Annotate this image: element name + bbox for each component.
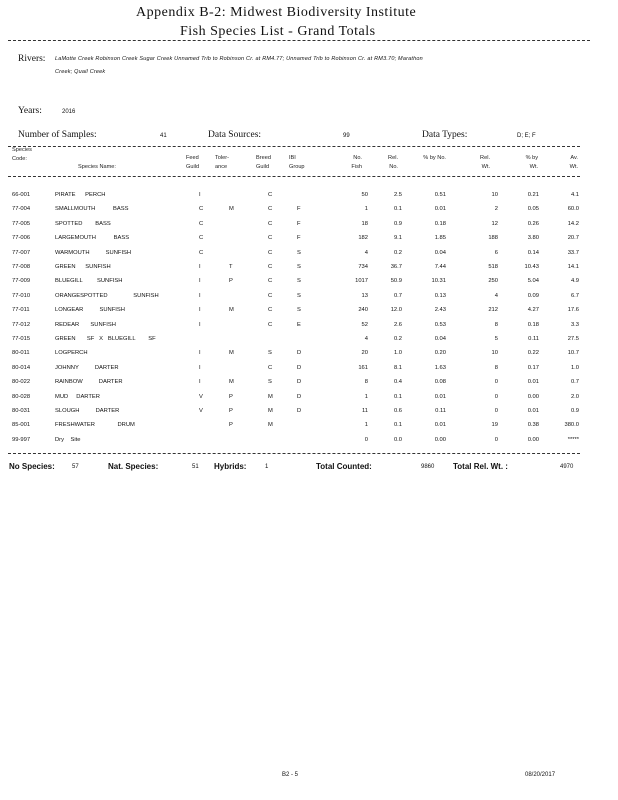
years-label: Years:	[18, 106, 42, 116]
species-name: ORANGESPOTTED SUNFISH	[55, 292, 159, 299]
pct-wt: 0.01	[527, 379, 539, 386]
av-wt: 4.1	[570, 192, 579, 198]
breed-guild: C	[268, 321, 273, 328]
feed-guild: I	[199, 379, 201, 386]
rel-wt: 6	[494, 249, 498, 256]
feed-guild: I	[199, 292, 201, 299]
table-row	[0, 405, 618, 419]
col-no-fish: No. Fish	[351, 155, 362, 170]
no-fish: 240	[358, 307, 368, 314]
species-code: 77-012	[12, 321, 31, 328]
av-wt: *****	[567, 436, 579, 443]
breed-guild: C	[268, 249, 273, 256]
species-name: BLUEGILL SUNFISH	[55, 278, 123, 285]
hybrids-label: Hybrids:	[214, 462, 247, 471]
rel-wt: 5	[494, 336, 498, 342]
col-breed-guild: Breed Guild	[256, 155, 271, 170]
species-code: 80-022	[12, 379, 31, 386]
species-code: 80-028	[12, 393, 31, 400]
breed-guild: S	[268, 350, 272, 357]
av-wt: 4.9	[570, 278, 579, 285]
av-wt: 6.7	[570, 292, 579, 299]
nat-species-value: 51	[192, 464, 199, 470]
av-wt: 33.7	[567, 249, 579, 256]
rel-wt: 2	[494, 206, 498, 213]
rel-no: 0.9	[393, 220, 402, 227]
no-fish: 1017	[355, 278, 368, 285]
feed-guild: I	[199, 307, 201, 314]
col-species-name: Species Name:	[78, 164, 116, 170]
hybrids-value: 1	[265, 464, 269, 470]
pct-wt: 0.18	[527, 321, 539, 328]
table-row	[0, 347, 618, 361]
rel-wt: 12	[491, 220, 498, 227]
rel-no: 9.1	[393, 235, 402, 242]
pct-wt: 0.05	[527, 206, 539, 213]
table-row	[0, 218, 618, 232]
species-code: 77-009	[12, 278, 31, 285]
pct-wt: 0.00	[527, 436, 539, 443]
rel-wt: 10	[491, 350, 498, 357]
pct-no: 0.04	[434, 336, 446, 342]
av-wt: 60.0	[567, 206, 579, 213]
species-code: 77-010	[12, 292, 31, 299]
pct-no: 0.08	[434, 379, 446, 386]
no-fish: 182	[358, 235, 368, 242]
ibi-group: D	[297, 393, 302, 400]
pct-wt: 3.80	[527, 235, 539, 242]
pct-wt: 0.00	[527, 393, 539, 400]
ibi-group: F	[297, 220, 301, 227]
rel-no: 36.7	[390, 264, 402, 270]
pct-no: 0.51	[434, 192, 446, 198]
rel-wt: 0	[494, 408, 498, 414]
rel-wt: 19	[491, 422, 498, 429]
species-code: 77-011	[12, 307, 30, 314]
tolerance: M	[229, 379, 234, 386]
species-name: WARMOUTH SUNFISH	[55, 249, 132, 256]
av-wt: 14.2	[567, 220, 579, 227]
table-row	[0, 232, 618, 246]
col-ibi-group: IBI Group	[289, 155, 305, 170]
no-fish: 50	[361, 192, 368, 198]
species-code: 85-001	[12, 422, 31, 429]
table-row	[0, 419, 618, 433]
pct-wt: 0.01	[527, 408, 539, 414]
species-code: 99-997	[12, 436, 31, 443]
rel-no: 0.1	[393, 393, 402, 400]
rel-wt: 0	[494, 393, 498, 400]
feed-guild: C	[199, 220, 204, 227]
rel-wt: 188	[488, 235, 498, 242]
rivers-label: Rivers:	[18, 54, 46, 64]
feed-guild: C	[199, 235, 204, 242]
av-wt: 380.0	[564, 422, 579, 429]
species-name: GREEN SF X BLUEGILL SF	[55, 336, 156, 342]
table-row	[0, 261, 618, 275]
ibi-group: D	[297, 350, 302, 357]
species-code: 77-007	[12, 249, 31, 256]
years-value: 2016	[62, 109, 76, 115]
breed-guild: C	[268, 364, 273, 371]
pct-wt: 0.38	[527, 422, 539, 429]
page-number: B2 - 5	[282, 772, 299, 778]
table-row	[0, 203, 618, 217]
breed-guild: C	[268, 220, 273, 227]
pct-no: 0.20	[434, 350, 446, 357]
av-wt: 20.7	[567, 235, 579, 242]
species-code: 80-011	[12, 350, 30, 357]
total-counted-label: Total Counted:	[316, 462, 372, 471]
rel-wt: 4	[494, 292, 498, 299]
pct-no: 1.63	[434, 364, 446, 371]
feed-guild: C	[199, 249, 204, 256]
species-code: 80-014	[12, 364, 31, 371]
no-fish: 0	[364, 436, 368, 443]
rel-no: 0.2	[393, 249, 402, 256]
pct-wt: 0.09	[527, 292, 539, 299]
col-av-wt: Av. Wt.	[569, 155, 578, 170]
pct-wt: 10.43	[524, 264, 539, 270]
pct-no: 0.11	[435, 408, 446, 414]
col-feed-guild: Feed Guild	[186, 155, 200, 170]
feed-guild: C	[199, 206, 204, 213]
no-fish: 13	[361, 292, 368, 299]
pct-no: 0.01	[434, 206, 446, 213]
av-wt: 17.6	[567, 307, 579, 314]
av-wt: 14.1	[567, 264, 579, 270]
ibi-group: S	[297, 278, 301, 285]
pct-no: 0.18	[434, 220, 446, 227]
tolerance: P	[229, 278, 233, 285]
ibi-group: S	[297, 264, 301, 270]
rel-wt: 518	[488, 264, 498, 270]
rel-wt: 212	[488, 307, 498, 314]
ibi-group: S	[297, 307, 301, 314]
rel-no: 0.0	[393, 436, 402, 443]
species-name: SLOUGH DARTER	[55, 408, 120, 414]
table-row	[0, 333, 618, 347]
species-code: 77-005	[12, 220, 31, 227]
rel-no: 0.7	[393, 292, 402, 299]
rel-no: 2.5	[393, 192, 402, 198]
ibi-group: D	[297, 408, 302, 414]
av-wt: 3.3	[570, 321, 579, 328]
rel-wt: 8	[494, 364, 498, 371]
species-name: RAINBOW DARTER	[55, 379, 123, 386]
pct-no: 0.13	[434, 292, 446, 299]
pct-no: 7.44	[434, 264, 446, 270]
col-rel-no: Rel. No.	[388, 155, 398, 170]
pct-wt: 0.22	[527, 350, 539, 357]
table-row	[0, 391, 618, 405]
ibi-group: F	[297, 206, 301, 213]
breed-guild: S	[268, 379, 272, 386]
col-rel-wt: Rel. Wt.	[480, 155, 490, 170]
species-name: Dry Site	[55, 436, 81, 443]
pct-wt: 0.17	[527, 364, 539, 371]
breed-guild: C	[268, 235, 273, 242]
ibi-group: F	[297, 235, 301, 242]
breed-guild: M	[268, 393, 273, 400]
no-fish: 734	[358, 264, 368, 270]
report-date: 08/20/2017	[525, 772, 556, 778]
breed-guild: M	[268, 408, 273, 414]
av-wt: 27.5	[567, 336, 579, 342]
species-name: PIRATE PERCH	[55, 192, 106, 198]
ibi-group: D	[297, 379, 302, 386]
no-fish: 1	[364, 422, 368, 429]
rel-no: 2.6	[393, 321, 402, 328]
total-rel-wt-value: 4970	[560, 464, 574, 470]
table-row	[0, 362, 618, 376]
rel-no: 50.9	[390, 278, 402, 285]
tolerance: M	[229, 307, 234, 314]
types-label: Data Types:	[422, 130, 468, 140]
breed-guild: C	[268, 278, 273, 285]
no-fish: 20	[361, 350, 368, 357]
samples-value: 41	[160, 133, 167, 139]
no-fish: 161	[358, 364, 368, 371]
rivers-line-1: LaMotte Creek Robinson Creek Sugar Creek Unnamed Trib to Robinson Cr. at RM4.77; Unnamed Trib to Robinson Cr. at RM3.70; Marathon	[55, 56, 423, 62]
rel-no: 8.1	[393, 364, 402, 371]
species-code: 77-015	[12, 336, 31, 342]
no-species-value: 57	[72, 464, 79, 470]
pct-no: 10.31	[431, 278, 446, 285]
pct-no: 2.43	[434, 307, 446, 314]
species-name: LARGEMOUTH BASS	[55, 235, 130, 242]
no-fish: 1	[364, 206, 368, 213]
pct-no: 0.53	[434, 321, 446, 328]
table-row	[0, 290, 618, 304]
tolerance: M	[229, 350, 234, 357]
title-rule	[8, 40, 590, 41]
av-wt: 0.7	[570, 379, 579, 386]
table-row	[0, 275, 618, 289]
pct-no: 1.85	[434, 235, 446, 242]
ibi-group: D	[297, 364, 302, 371]
ibi-group: E	[297, 321, 301, 328]
species-code: 80-031	[12, 408, 31, 414]
breed-guild: M	[268, 422, 273, 429]
nat-species-label: Nat. Species:	[108, 462, 159, 471]
totals-rule	[8, 453, 580, 454]
sources-label: Data Sources:	[208, 130, 262, 140]
breed-guild: C	[268, 192, 273, 198]
table-row	[0, 376, 618, 390]
rel-wt: 10	[491, 192, 498, 198]
header-rule-bottom	[8, 176, 580, 177]
table-row	[0, 319, 618, 333]
species-name: FRESHWATER DRUM	[55, 422, 135, 429]
av-wt: 1.0	[570, 364, 579, 371]
no-fish: 18	[361, 220, 368, 227]
species-name: LOGPERCH	[55, 350, 88, 357]
samples-label: Number of Samples:	[18, 130, 97, 140]
pct-wt: 0.11	[528, 336, 539, 342]
rel-no: 0.1	[393, 206, 402, 213]
table-row	[0, 189, 618, 203]
no-fish: 52	[361, 321, 368, 328]
tolerance: P	[229, 408, 233, 414]
no-fish: 11	[361, 408, 368, 414]
col-species-code: Species Code:	[12, 147, 32, 162]
rel-no: 0.4	[393, 379, 402, 386]
no-fish: 8	[364, 379, 368, 386]
species-name: SPOTTED BASS	[55, 220, 111, 227]
breed-guild: C	[268, 307, 273, 314]
breed-guild: C	[268, 292, 273, 299]
pct-no: 0.01	[434, 422, 446, 429]
pct-no: 0.01	[434, 393, 446, 400]
pct-no: 0.00	[434, 436, 446, 443]
breed-guild: C	[268, 264, 273, 270]
pct-wt: 0.21	[527, 192, 539, 198]
table-row	[0, 247, 618, 261]
feed-guild: I	[199, 192, 201, 198]
feed-guild: V	[199, 393, 203, 400]
rel-wt: 8	[494, 321, 498, 328]
rel-wt: 0	[494, 379, 498, 386]
no-fish: 1	[364, 393, 368, 400]
pct-wt: 0.26	[527, 220, 539, 227]
species-code: 66-001	[12, 192, 31, 198]
no-species-label: No Species:	[9, 462, 55, 471]
breed-guild: C	[268, 206, 273, 213]
rel-no: 1.0	[393, 350, 402, 357]
rel-wt: 250	[488, 278, 498, 285]
tolerance: P	[229, 422, 233, 429]
rivers-line-2: Creek; Quail Creek	[55, 69, 106, 75]
header-rule-top	[8, 146, 580, 147]
feed-guild: I	[199, 278, 201, 285]
species-name: LONGEAR SUNFISH	[55, 307, 125, 314]
species-name: MUD DARTER	[55, 393, 100, 400]
tolerance: T	[229, 264, 233, 270]
tolerance: P	[229, 393, 233, 400]
species-name: JOHNNY DARTER	[55, 364, 119, 371]
total-counted-value: 9860	[421, 464, 435, 470]
col-pct-wt: % by Wt.	[525, 155, 538, 170]
feed-guild: V	[199, 408, 203, 414]
table-row	[0, 434, 618, 448]
rel-no: 0.2	[393, 336, 402, 342]
col-tolerance: Toler- ance	[215, 155, 229, 170]
tolerance: M	[229, 206, 234, 213]
no-fish: 4	[364, 249, 368, 256]
pct-wt: 0.14	[527, 249, 539, 256]
av-wt: 2.0	[570, 393, 579, 400]
feed-guild: I	[199, 264, 201, 270]
table-row	[0, 304, 618, 318]
types-value: D; E; F	[517, 133, 536, 139]
total-rel-wt-label: Total Rel. Wt. :	[453, 462, 508, 471]
rel-no: 0.1	[393, 422, 402, 429]
pct-wt: 5.04	[527, 278, 539, 285]
title-line-1: Appendix B-2: Midwest Biodiversity Institute	[136, 5, 417, 20]
av-wt: 10.7	[567, 350, 579, 357]
species-name: SMALLMOUTH BASS	[55, 206, 129, 213]
species-name: REDEAR SUNFISH	[55, 321, 116, 328]
col-pct-no: % by No.	[423, 155, 446, 161]
ibi-group: S	[297, 292, 301, 299]
pct-no: 0.04	[434, 249, 446, 256]
av-wt: 0.9	[570, 408, 579, 414]
species-name: GREEN SUNFISH	[55, 264, 111, 270]
feed-guild: I	[199, 350, 201, 357]
species-code: 77-008	[12, 264, 31, 270]
rel-no: 12.0	[390, 307, 402, 314]
feed-guild: I	[199, 364, 201, 371]
species-code: 77-006	[12, 235, 31, 242]
sources-value: 99	[343, 133, 350, 139]
title-line-2: Fish Species List - Grand Totals	[180, 24, 376, 39]
feed-guild: I	[199, 321, 201, 328]
rel-no: 0.6	[393, 408, 402, 414]
rel-wt: 0	[494, 436, 498, 443]
ibi-group: S	[297, 249, 301, 256]
pct-wt: 4.27	[527, 307, 539, 314]
species-code: 77-004	[12, 206, 31, 213]
no-fish: 4	[364, 336, 368, 342]
